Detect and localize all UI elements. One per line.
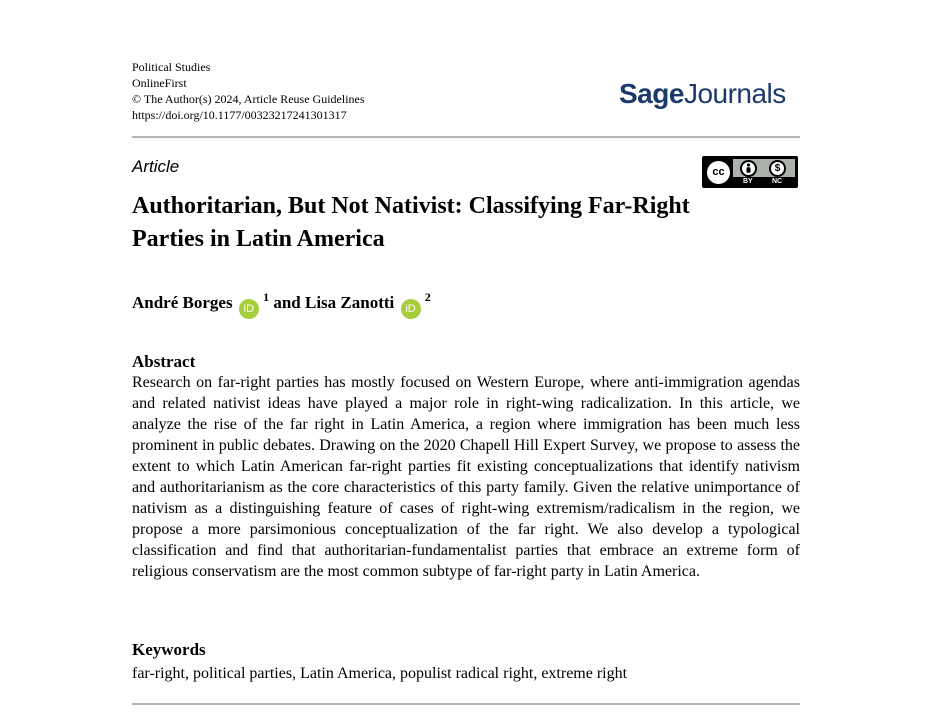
- cc-icon: cc: [705, 159, 732, 186]
- keywords-heading: Keywords: [132, 640, 206, 659]
- sage-journals-logo[interactable]: [619, 78, 786, 110]
- doi-link[interactable]: https://doi.org/10.1177/00323217241301317: [132, 108, 347, 122]
- abstract-text: Research on far-right parties has mostly focused on Western Europe, where anti-immigration agendas and related nativist ideas have played a major role in right-wing radicalization. In this article, we analyze the rise of the far right in Latin America, a region where immigration has been much less prominent in public debates. Drawing on the 2020 Chapell Hill Expert Survey, we propose to assess the extent to which Latin American far-right parties fit existing conceptualizations that identify nativism and authoritarianism as the core characteristics of this party family. Given the relative unimportance of nativism as a distinguishing feature of cases of right-wing extremism/radicalism in the region, we propose a more parsimonious conceptualization of the far right. We also develop a typological classification and find that authoritarian-fundamentalist parties that embrace an extreme form of religious conservatism are the most common subtype of far-right party in Latin America.: [132, 374, 800, 580]
- orcid-icon[interactable]: iD: [239, 299, 259, 319]
- copyright-line[interactable]: © The Author(s) 2024, Article Reuse Guidelines: [132, 92, 365, 106]
- article-metadata: [132, 59, 365, 123]
- article-type-label: Article: [132, 157, 180, 176]
- affiliation-marker: 1: [263, 290, 270, 304]
- license-by-label: BY: [743, 178, 753, 185]
- keywords-list: far-right, political parties, Latin America, populist radical right, extreme right: [132, 665, 628, 682]
- attribution-person-icon: [740, 160, 757, 177]
- article-title: Authoritarian, But Not Nativist: Classifying Far-Right Parties in Latin America: [132, 193, 690, 252]
- author-name[interactable]: Lisa Zanotti: [305, 293, 395, 312]
- header-divider: [132, 136, 800, 138]
- abstract-heading: Abstract: [132, 352, 196, 371]
- publication-status: OnlineFirst: [132, 76, 187, 90]
- logo-journals-text: Journals: [683, 78, 786, 109]
- logo-sage-text: Sage: [619, 78, 684, 109]
- cc-by-nc-license-icon[interactable]: [702, 156, 798, 188]
- affiliation-marker: 2: [424, 290, 431, 304]
- author-list: [132, 291, 431, 319]
- author-name[interactable]: André Borges: [132, 293, 233, 312]
- journal-name[interactable]: Political Studies: [132, 60, 211, 74]
- noncommercial-dollar-icon: $: [769, 160, 786, 177]
- orcid-icon[interactable]: iD: [401, 299, 421, 319]
- license-nc-label: NC: [772, 178, 783, 185]
- footer-divider: [132, 703, 800, 705]
- author-conjunction: and: [273, 293, 301, 312]
